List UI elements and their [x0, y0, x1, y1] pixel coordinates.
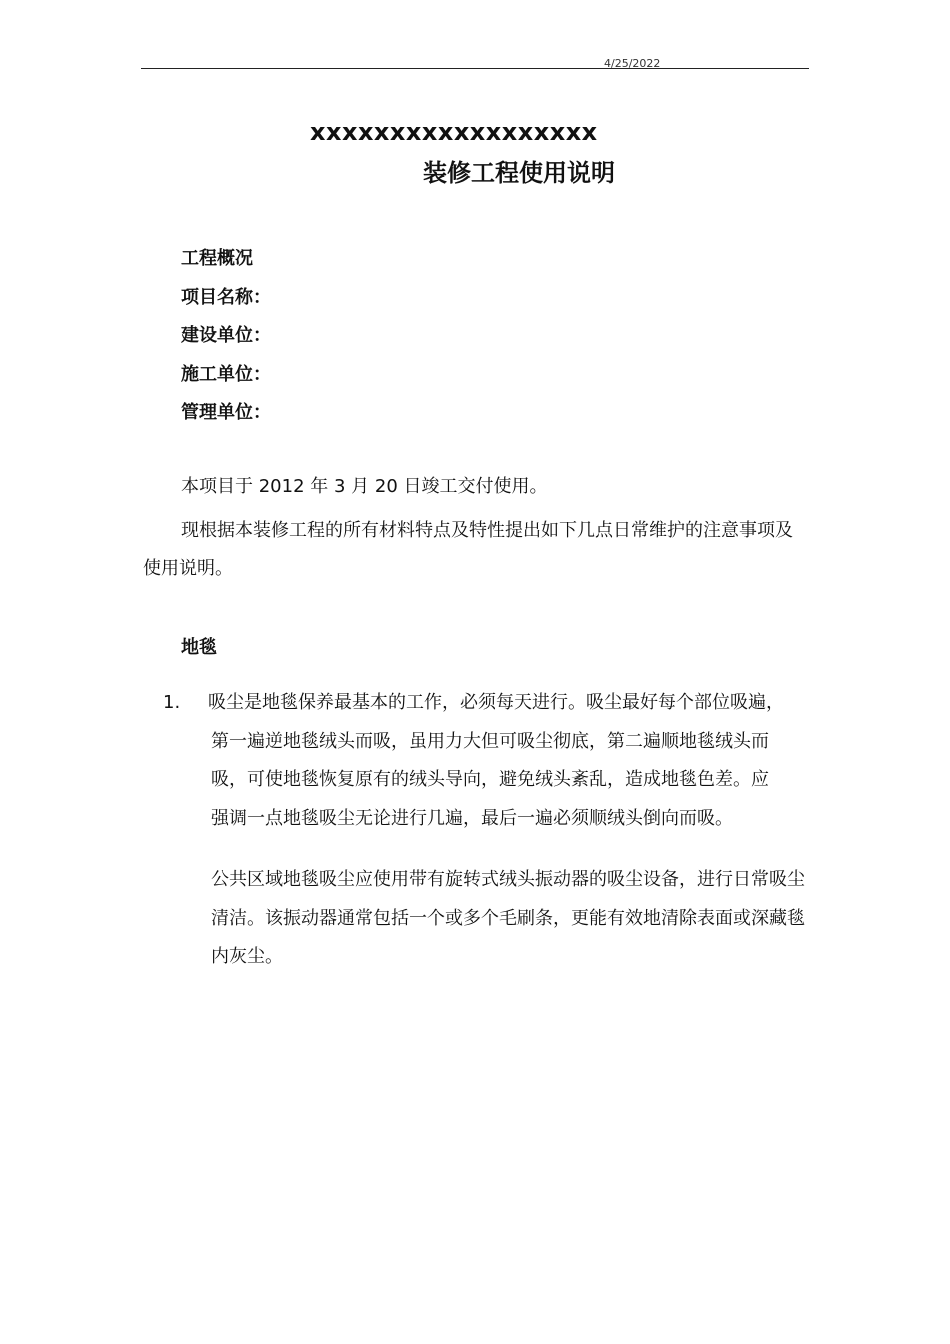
field-builder: 建设单位： [181, 325, 271, 346]
section-title-carpet: 地毯 [181, 637, 217, 658]
list-item-number: 1. [163, 692, 181, 713]
list-item [208, 684, 820, 838]
overview-heading: 工程概况 [181, 248, 253, 269]
field-manager: 管理单位： [181, 402, 271, 423]
intro-completion-paragraph: 本项目于 2012 年 3 月 20 日竣工交付使用。 [181, 476, 548, 497]
document-title: 装修工程使用说明 [423, 159, 615, 187]
list-item-line: 强调一点地毯吸尘无论进行几遍，最后一遍必须顺绒头倒向而吸。 [211, 807, 733, 829]
list-item-line: 吸，可使地毯恢复原有的绒头导向，避免绒头紊乱，造成地毯色差。应 [211, 769, 769, 790]
intro-purpose-paragraph: 现根据本装修工程的所有材料特点及特性提出如下几点日常维护的注意事项及使用说明。 [143, 520, 793, 579]
list-item-line: 吸尘是地毯保养最基本的工作，必须每天进行。吸尘最好每个部位吸遍， [208, 692, 784, 713]
header-rule [141, 68, 809, 69]
list-item-sub-paragraph: 公共区域地毯吸尘应使用带有旋转式绒头振动器的吸尘设备，进行日常吸尘清洁。该振动器通常包括一个或多个毛刷条，更能有效地清除表面或深藏毯内灰尘。 [211, 869, 805, 967]
list-item-line: 第一遍逆地毯绒头而吸，虽用力大但可吸尘彻底，第二遍顺地毯绒头而 [211, 730, 769, 752]
field-contractor: 施工单位： [181, 364, 271, 385]
field-project-name: 项目名称： [181, 287, 271, 308]
document-title-placeholder: xxxxxxxxxxxxxxxxxx [310, 118, 598, 146]
header-date: 4/25/2022 [604, 57, 661, 70]
